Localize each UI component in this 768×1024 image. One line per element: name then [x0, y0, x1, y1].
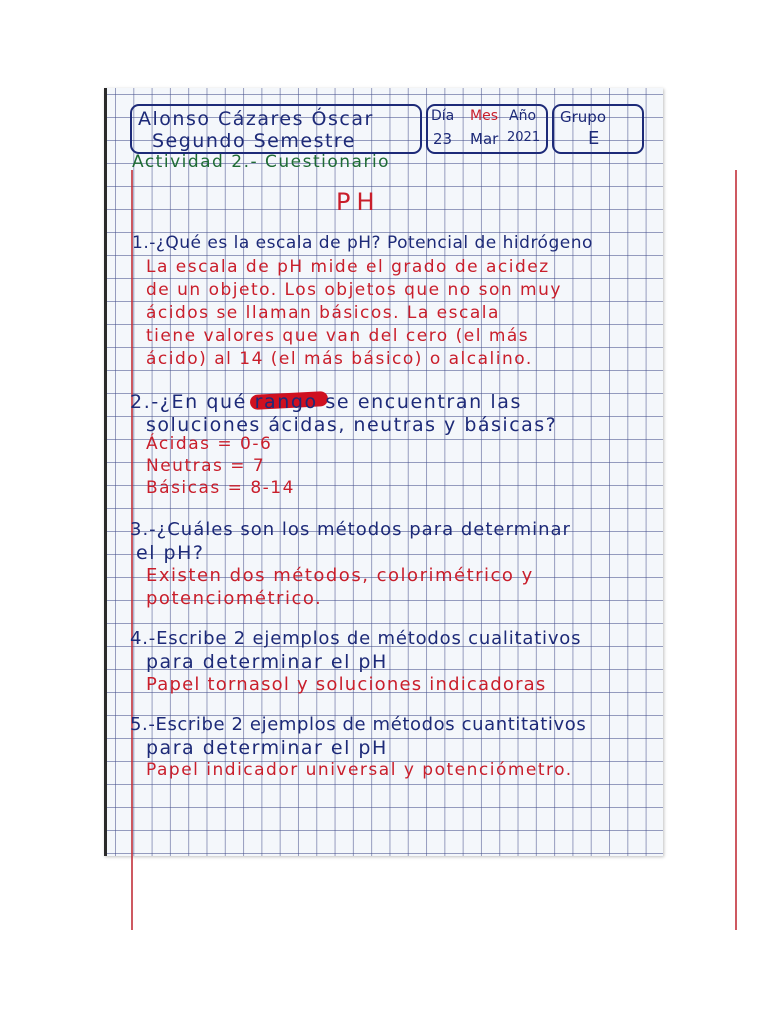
answer-2-line-3: Básicas = 8-14 [146, 478, 295, 498]
group-label: Grupo [560, 108, 606, 126]
date-month: Mar [470, 130, 499, 148]
question-3-line-2: el pH? [136, 542, 205, 564]
date-label-year: Año [509, 108, 537, 124]
answer-2-line-2: Neutras = 7 [146, 456, 266, 476]
date-label-month: Mes [470, 108, 498, 124]
question-4-line-1: 4.-Escribe 2 ejemplos de métodos cualitativos [130, 628, 582, 649]
date-day: 23 [433, 130, 453, 148]
answer-4-line-1: Papel tornasol y soluciones indicadoras [146, 674, 547, 695]
activity-title: Actividad 2.- Cuestionario [132, 152, 391, 172]
answer-1-line-2: de un objeto. Los objetos que no son muy [146, 280, 562, 300]
date-label-day: Día [431, 108, 455, 124]
answer-1-line-3: ácidos se llaman básicos. La escala [146, 303, 500, 323]
left-margin-line [131, 170, 133, 930]
answer-3-line-1: Existen dos métodos, colorimétrico y [146, 565, 534, 586]
question-4-line-2: para determinar el pH [146, 651, 388, 673]
question-5-line-1: 5.-Escribe 2 ejemplos de métodos cuantitativos [130, 714, 587, 735]
answer-3-line-2: potenciométrico. [146, 588, 323, 609]
answer-5-line-1: Papel indicador universal y potenciómetro. [146, 760, 573, 780]
group-value: E [588, 128, 601, 149]
answer-1-line-5: ácido) al 14 (el más básico) o alcalino. [146, 349, 533, 369]
semester: Segundo Semestre [152, 130, 356, 152]
question-1: 1.-¿Qué es la escala de pH? Potencial de hidrógeno [132, 233, 593, 253]
answer-2-line-1: Ácidas = 0-6 [146, 434, 273, 454]
answer-1-line-4: tiene valores que van del cero (el más [146, 326, 530, 346]
answer-1-line-1: La escala de pH mide el grado de acidez [146, 257, 550, 277]
question-5-line-2: para determinar el pH [146, 737, 388, 759]
student-name: Alonso Cázares Óscar [138, 108, 374, 130]
question-2-line-1: 2.-¿En qué rango se encuentran las [130, 391, 522, 413]
question-2-line-2: soluciones ácidas, neutras y básicas? [146, 414, 558, 436]
date-year: 2021 [507, 130, 541, 145]
right-margin-line [735, 170, 737, 930]
page-title: PH [336, 188, 381, 216]
question-3-line-1: 3.-¿Cuáles son los métodos para determinar [130, 519, 571, 540]
